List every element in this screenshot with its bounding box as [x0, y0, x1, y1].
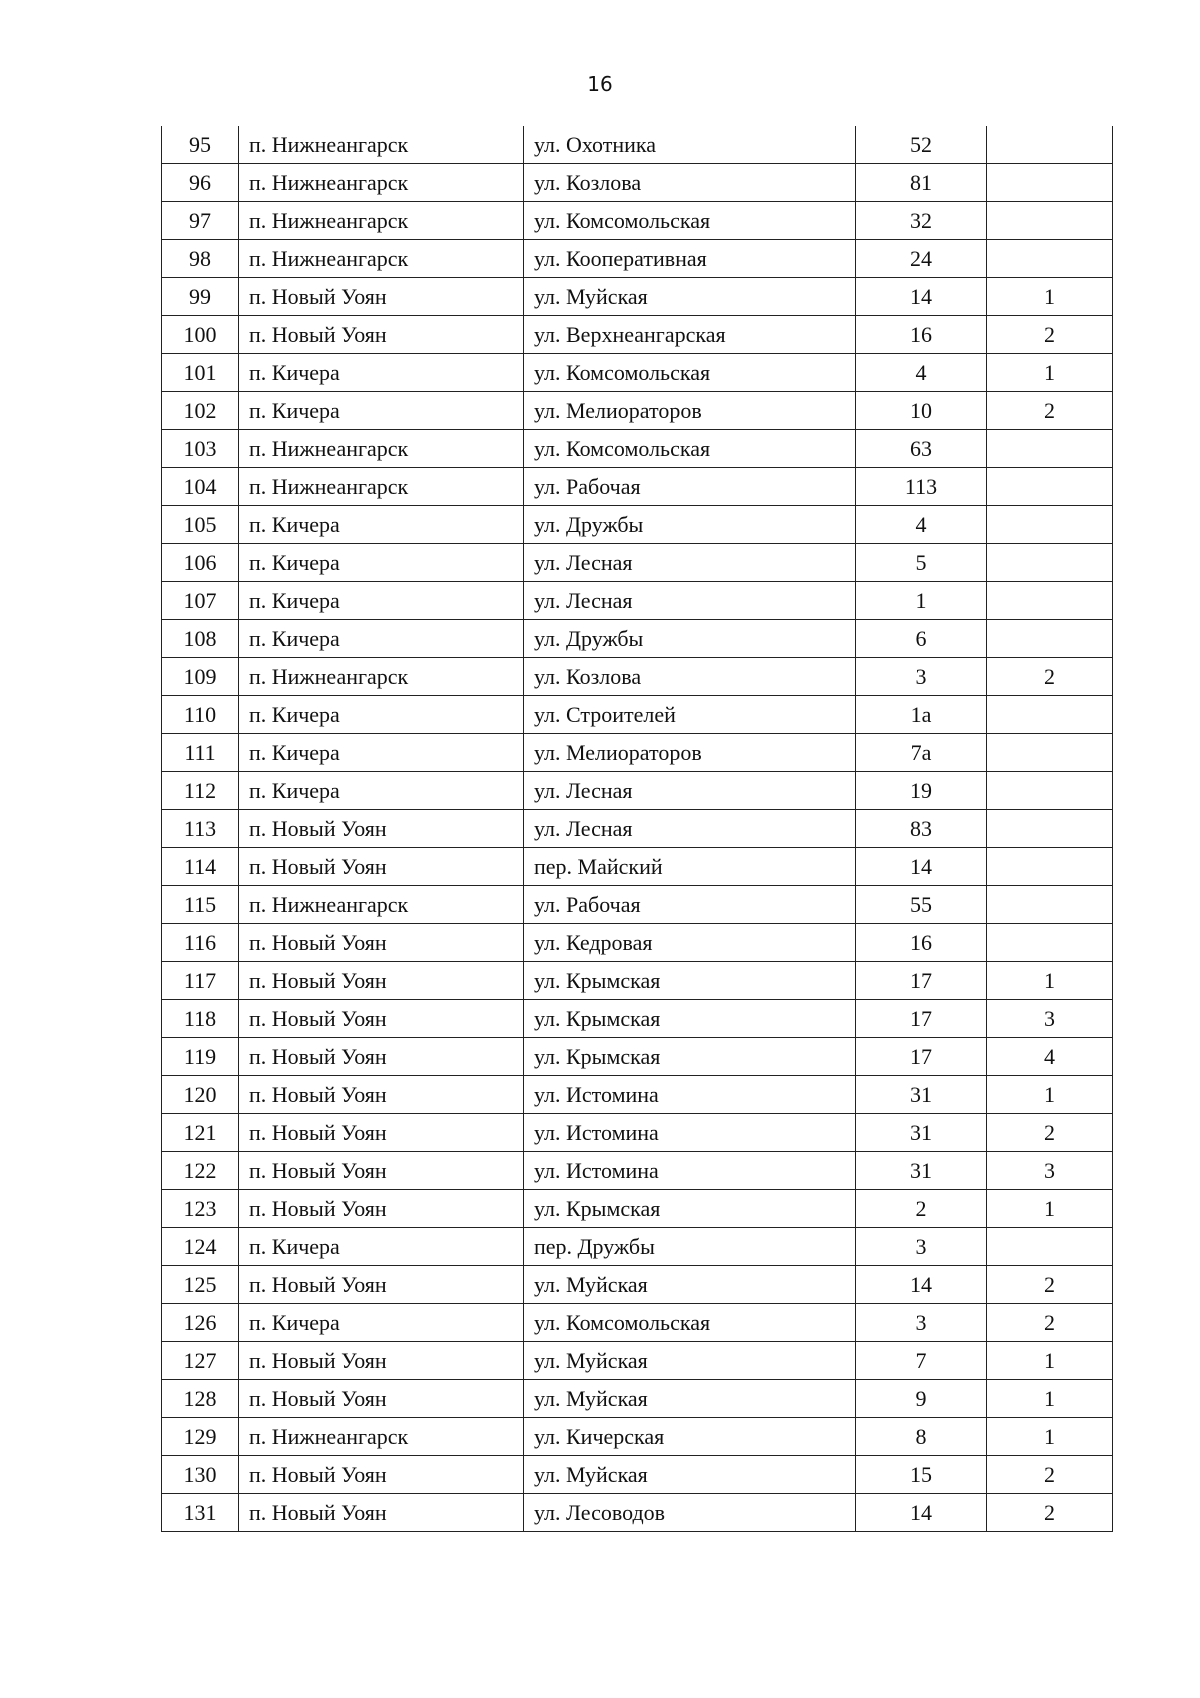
settlement-cell: п. Новый Уоян	[239, 1494, 524, 1532]
table-row	[162, 1038, 1113, 1076]
house-number-cell: 9	[856, 1380, 987, 1418]
table-row	[162, 1456, 1113, 1494]
street-cell: ул. Кедровая	[524, 924, 856, 962]
row-number-cell: 113	[162, 810, 239, 848]
row-number-cell: 125	[162, 1266, 239, 1304]
house-number-cell: 14	[856, 848, 987, 886]
settlement-cell: п. Кичера	[239, 1304, 524, 1342]
settlement-cell: п. Новый Уоян	[239, 1342, 524, 1380]
settlement-cell: п. Нижнеангарск	[239, 126, 524, 164]
settlement-cell: п. Новый Уоян	[239, 1076, 524, 1114]
house-number-cell: 31	[856, 1076, 987, 1114]
settlement-cell: п. Новый Уоян	[239, 1456, 524, 1494]
table-row	[162, 164, 1113, 202]
apartment-cell: 1	[987, 1342, 1113, 1380]
row-number-cell: 102	[162, 392, 239, 430]
table-row	[162, 506, 1113, 544]
table-row	[162, 1114, 1113, 1152]
street-cell: ул. Дружбы	[524, 506, 856, 544]
row-number-cell: 107	[162, 582, 239, 620]
row-number-cell: 120	[162, 1076, 239, 1114]
table-row	[162, 886, 1113, 924]
street-cell: ул. Крымская	[524, 1190, 856, 1228]
settlement-cell: п. Новый Уоян	[239, 1152, 524, 1190]
street-cell: ул. Истомина	[524, 1152, 856, 1190]
house-number-cell: 6	[856, 620, 987, 658]
house-number-cell: 2	[856, 1190, 987, 1228]
street-cell: ул. Крымская	[524, 1000, 856, 1038]
table-row	[162, 1418, 1113, 1456]
street-cell: ул. Охотника	[524, 126, 856, 164]
row-number-cell: 96	[162, 164, 239, 202]
apartment-cell: 3	[987, 1152, 1113, 1190]
row-number-cell: 97	[162, 202, 239, 240]
street-cell: ул. Истомина	[524, 1076, 856, 1114]
table-row	[162, 1380, 1113, 1418]
house-number-cell: 14	[856, 278, 987, 316]
apartment-cell	[987, 886, 1113, 924]
apartment-cell: 2	[987, 1266, 1113, 1304]
street-cell: ул. Верхнеангарская	[524, 316, 856, 354]
table-row	[162, 1342, 1113, 1380]
house-number-cell: 3	[856, 1304, 987, 1342]
settlement-cell: п. Новый Уоян	[239, 1114, 524, 1152]
apartment-cell	[987, 772, 1113, 810]
apartment-cell: 2	[987, 316, 1113, 354]
settlement-cell: п. Новый Уоян	[239, 1266, 524, 1304]
house-number-cell: 3	[856, 1228, 987, 1266]
row-number-cell: 119	[162, 1038, 239, 1076]
table-row	[162, 582, 1113, 620]
settlement-cell: п. Кичера	[239, 544, 524, 582]
settlement-cell: п. Кичера	[239, 696, 524, 734]
settlement-cell: п. Нижнеангарск	[239, 164, 524, 202]
table-row	[162, 1494, 1113, 1532]
apartment-cell: 1	[987, 962, 1113, 1000]
house-number-cell: 17	[856, 1038, 987, 1076]
street-cell: ул. Рабочая	[524, 468, 856, 506]
street-cell: ул. Рабочая	[524, 886, 856, 924]
apartment-cell: 3	[987, 1000, 1113, 1038]
settlement-cell: п. Кичера	[239, 734, 524, 772]
settlement-cell: п. Кичера	[239, 354, 524, 392]
row-number-cell: 129	[162, 1418, 239, 1456]
street-cell: ул. Лесная	[524, 772, 856, 810]
street-cell: ул. Муйская	[524, 1266, 856, 1304]
house-number-cell: 32	[856, 202, 987, 240]
apartment-cell: 4	[987, 1038, 1113, 1076]
house-number-cell: 7	[856, 1342, 987, 1380]
house-number-cell: 16	[856, 924, 987, 962]
table-row	[162, 202, 1113, 240]
settlement-cell: п. Нижнеангарск	[239, 1418, 524, 1456]
table-row	[162, 1228, 1113, 1266]
table-row	[162, 1152, 1113, 1190]
settlement-cell: п. Новый Уоян	[239, 848, 524, 886]
apartment-cell	[987, 202, 1113, 240]
apartment-cell: 1	[987, 354, 1113, 392]
table-row	[162, 658, 1113, 696]
table-row	[162, 354, 1113, 392]
table-row	[162, 1304, 1113, 1342]
table-row	[162, 620, 1113, 658]
apartment-cell: 2	[987, 1114, 1113, 1152]
settlement-cell: п. Нижнеангарск	[239, 658, 524, 696]
row-number-cell: 112	[162, 772, 239, 810]
row-number-cell: 104	[162, 468, 239, 506]
house-number-cell: 14	[856, 1494, 987, 1532]
address-table-body	[162, 126, 1113, 1532]
row-number-cell: 108	[162, 620, 239, 658]
apartment-cell	[987, 430, 1113, 468]
apartment-cell	[987, 696, 1113, 734]
table-row	[162, 392, 1113, 430]
apartment-cell	[987, 810, 1113, 848]
settlement-cell: п. Новый Уоян	[239, 1000, 524, 1038]
row-number-cell: 117	[162, 962, 239, 1000]
row-number-cell: 105	[162, 506, 239, 544]
apartment-cell	[987, 1228, 1113, 1266]
apartment-cell	[987, 164, 1113, 202]
street-cell: ул. Крымская	[524, 1038, 856, 1076]
settlement-cell: п. Кичера	[239, 392, 524, 430]
row-number-cell: 118	[162, 1000, 239, 1038]
table-row	[162, 430, 1113, 468]
row-number-cell: 128	[162, 1380, 239, 1418]
table-row	[162, 772, 1113, 810]
house-number-cell: 83	[856, 810, 987, 848]
row-number-cell: 111	[162, 734, 239, 772]
row-number-cell: 124	[162, 1228, 239, 1266]
house-number-cell: 113	[856, 468, 987, 506]
street-cell: ул. Муйская	[524, 1380, 856, 1418]
settlement-cell: п. Кичера	[239, 582, 524, 620]
settlement-cell: п. Новый Уоян	[239, 316, 524, 354]
row-number-cell: 126	[162, 1304, 239, 1342]
settlement-cell: п. Новый Уоян	[239, 1038, 524, 1076]
street-cell: ул. Лесная	[524, 582, 856, 620]
house-number-cell: 16	[856, 316, 987, 354]
house-number-cell: 17	[856, 1000, 987, 1038]
settlement-cell: п. Кичера	[239, 1228, 524, 1266]
house-number-cell: 1а	[856, 696, 987, 734]
settlement-cell: п. Новый Уоян	[239, 1190, 524, 1228]
house-number-cell: 19	[856, 772, 987, 810]
row-number-cell: 106	[162, 544, 239, 582]
settlement-cell: п. Кичера	[239, 506, 524, 544]
house-number-cell: 63	[856, 430, 987, 468]
apartment-cell: 1	[987, 1418, 1113, 1456]
page-number: 16	[587, 72, 613, 96]
street-cell: ул. Муйская	[524, 1342, 856, 1380]
apartment-cell	[987, 506, 1113, 544]
house-number-cell: 3	[856, 658, 987, 696]
house-number-cell: 8	[856, 1418, 987, 1456]
row-number-cell: 131	[162, 1494, 239, 1532]
house-number-cell: 81	[856, 164, 987, 202]
row-number-cell: 115	[162, 886, 239, 924]
settlement-cell: п. Кичера	[239, 620, 524, 658]
row-number-cell: 95	[162, 126, 239, 164]
table-row	[162, 1190, 1113, 1228]
apartment-cell: 2	[987, 1304, 1113, 1342]
street-cell: ул. Кичерская	[524, 1418, 856, 1456]
table-row	[162, 1266, 1113, 1304]
table-row	[162, 278, 1113, 316]
row-number-cell: 114	[162, 848, 239, 886]
street-cell: ул. Лесная	[524, 810, 856, 848]
apartment-cell: 2	[987, 1494, 1113, 1532]
row-number-cell: 110	[162, 696, 239, 734]
apartment-cell	[987, 848, 1113, 886]
table-row	[162, 1076, 1113, 1114]
house-number-cell: 24	[856, 240, 987, 278]
house-number-cell: 31	[856, 1114, 987, 1152]
house-number-cell: 55	[856, 886, 987, 924]
street-cell: ул. Муйская	[524, 1456, 856, 1494]
table-row	[162, 962, 1113, 1000]
house-number-cell: 5	[856, 544, 987, 582]
row-number-cell: 99	[162, 278, 239, 316]
street-cell: ул. Лесная	[524, 544, 856, 582]
apartment-cell	[987, 468, 1113, 506]
settlement-cell: п. Нижнеангарск	[239, 240, 524, 278]
apartment-cell	[987, 734, 1113, 772]
apartment-cell	[987, 544, 1113, 582]
street-cell: ул. Строителей	[524, 696, 856, 734]
apartment-cell	[987, 924, 1113, 962]
street-cell: ул. Дружбы	[524, 620, 856, 658]
settlement-cell: п. Новый Уоян	[239, 962, 524, 1000]
street-cell: ул. Козлова	[524, 164, 856, 202]
street-cell: ул. Комсомольская	[524, 354, 856, 392]
street-cell: ул. Муйская	[524, 278, 856, 316]
house-number-cell: 14	[856, 1266, 987, 1304]
street-cell: пер. Майский	[524, 848, 856, 886]
table-row	[162, 240, 1113, 278]
row-number-cell: 122	[162, 1152, 239, 1190]
street-cell: ул. Комсомольская	[524, 1304, 856, 1342]
settlement-cell: п. Нижнеангарск	[239, 202, 524, 240]
apartment-cell: 1	[987, 278, 1113, 316]
table-row	[162, 696, 1113, 734]
table-row	[162, 544, 1113, 582]
house-number-cell: 4	[856, 354, 987, 392]
row-number-cell: 101	[162, 354, 239, 392]
street-cell: ул. Мелиораторов	[524, 392, 856, 430]
apartment-cell: 1	[987, 1190, 1113, 1228]
street-cell: ул. Мелиораторов	[524, 734, 856, 772]
house-number-cell: 10	[856, 392, 987, 430]
street-cell: ул. Комсомольская	[524, 430, 856, 468]
apartment-cell	[987, 582, 1113, 620]
street-cell: ул. Крымская	[524, 962, 856, 1000]
apartment-cell: 2	[987, 392, 1113, 430]
house-number-cell: 52	[856, 126, 987, 164]
house-number-cell: 4	[856, 506, 987, 544]
table-row	[162, 848, 1113, 886]
house-number-cell: 17	[856, 962, 987, 1000]
address-table	[161, 126, 1113, 1532]
row-number-cell: 123	[162, 1190, 239, 1228]
apartment-cell	[987, 126, 1113, 164]
apartment-cell: 2	[987, 1456, 1113, 1494]
table-row	[162, 126, 1113, 164]
house-number-cell: 1	[856, 582, 987, 620]
apartment-cell: 1	[987, 1380, 1113, 1418]
settlement-cell: п. Новый Уоян	[239, 278, 524, 316]
row-number-cell: 103	[162, 430, 239, 468]
street-cell: ул. Кооперативная	[524, 240, 856, 278]
street-cell: ул. Козлова	[524, 658, 856, 696]
street-cell: пер. Дружбы	[524, 1228, 856, 1266]
row-number-cell: 121	[162, 1114, 239, 1152]
row-number-cell: 98	[162, 240, 239, 278]
house-number-cell: 15	[856, 1456, 987, 1494]
apartment-cell: 1	[987, 1076, 1113, 1114]
apartment-cell: 2	[987, 658, 1113, 696]
table-row	[162, 810, 1113, 848]
table-row	[162, 734, 1113, 772]
table-row	[162, 1000, 1113, 1038]
street-cell: ул. Комсомольская	[524, 202, 856, 240]
row-number-cell: 109	[162, 658, 239, 696]
row-number-cell: 127	[162, 1342, 239, 1380]
settlement-cell: п. Новый Уоян	[239, 810, 524, 848]
settlement-cell: п. Нижнеангарск	[239, 886, 524, 924]
row-number-cell: 130	[162, 1456, 239, 1494]
apartment-cell	[987, 240, 1113, 278]
settlement-cell: п. Новый Уоян	[239, 1380, 524, 1418]
street-cell: ул. Истомина	[524, 1114, 856, 1152]
settlement-cell: п. Новый Уоян	[239, 924, 524, 962]
settlement-cell: п. Нижнеангарск	[239, 468, 524, 506]
table-row	[162, 468, 1113, 506]
house-number-cell: 31	[856, 1152, 987, 1190]
table-row	[162, 316, 1113, 354]
house-number-cell: 7а	[856, 734, 987, 772]
table-row	[162, 924, 1113, 962]
settlement-cell: п. Нижнеангарск	[239, 430, 524, 468]
row-number-cell: 100	[162, 316, 239, 354]
street-cell: ул. Лесоводов	[524, 1494, 856, 1532]
row-number-cell: 116	[162, 924, 239, 962]
settlement-cell: п. Кичера	[239, 772, 524, 810]
apartment-cell	[987, 620, 1113, 658]
